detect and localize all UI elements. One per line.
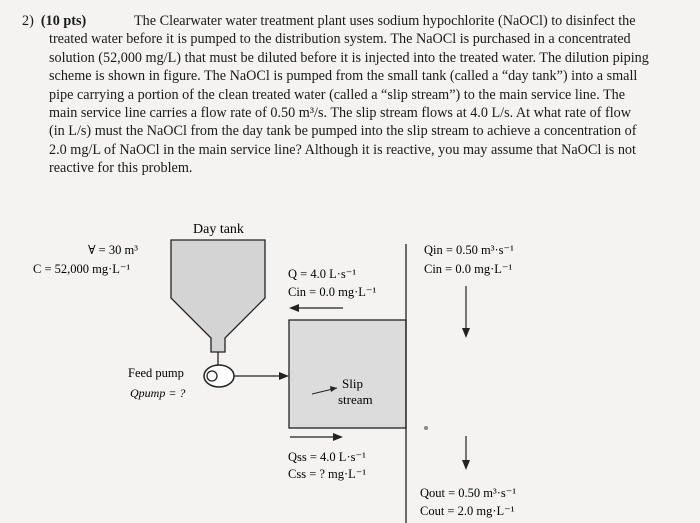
problem-line-1: The Clearwater water treatment plant uses sodium hypochlorite (NaOCl) to disinfect the <box>134 13 636 29</box>
slip-outflow-rate: Qss = 4.0 L·s⁻¹ <box>288 450 366 464</box>
slip-label-1: Slip <box>342 376 363 391</box>
day-tank-label: Day tank <box>193 222 244 237</box>
tank-volume-label: ∀ = 30 m³ <box>88 243 138 257</box>
pump-motor-icon <box>207 371 217 381</box>
main-inflow-conc: Cin = 0.0 mg·L⁻¹ <box>424 262 513 276</box>
problem-points: (10 pts) <box>40 13 87 29</box>
problem-line-8: 2.0 mg/L of NaOCl in the main service line? Although it is reactive, you may assume that NaOCl is not <box>49 141 636 158</box>
pump-flow-label: Qpump = ? <box>130 386 186 400</box>
problem-number: 2) (10 pts) <box>22 13 87 29</box>
slip-stream-pipe <box>289 320 406 428</box>
feed-pump-label: Feed pump <box>128 366 184 380</box>
problem-line-3: solution (52,000 mg/L) that must be diluted before it is injected into the treated water. The dilution piping <box>49 49 649 66</box>
problem-line-6: main service line carries a flow rate of 0.50 m³/s. The slip stream flows at 4.0 L/s. At what rate of flow <box>49 105 631 122</box>
problem-line-7: (in L/s) must the NaOCl from the day tank be pumped into the slip stream to achieve a concentration of <box>49 123 637 140</box>
slip-label-2: stream <box>338 392 373 407</box>
main-inflow-rate: Qin = 0.50 m³·s⁻¹ <box>424 243 514 257</box>
slip-inflow-conc: Cin = 0.0 mg·L⁻¹ <box>288 285 377 299</box>
slip-inflow-rate: Q = 4.0 L·s⁻¹ <box>288 267 357 281</box>
day-tank <box>171 240 265 352</box>
problem-line-5: pipe carrying a portion of the clean treated water (called a “slip stream”) to the main service line. The <box>49 86 626 103</box>
main-outflow-rate: Qout = 0.50 m³·s⁻¹ <box>420 486 517 500</box>
main-outflow-conc: Cout = 2.0 mg·L⁻¹ <box>420 504 515 518</box>
problem-line-9: reactive for this problem. <box>49 160 193 177</box>
slip-outflow-conc: Css = ? mg·L⁻¹ <box>288 467 367 481</box>
problem-line-4: scheme is shown in figure. The NaOCl is pumped from the small tank (called a “day tank”) into a small <box>49 68 638 85</box>
problem-line-2: treated water before it is pumped to the distribution system. The NaOCl is purchased in a concentrated <box>49 31 631 48</box>
tank-concentration-label: C = 52,000 mg·L⁻¹ <box>33 262 131 276</box>
